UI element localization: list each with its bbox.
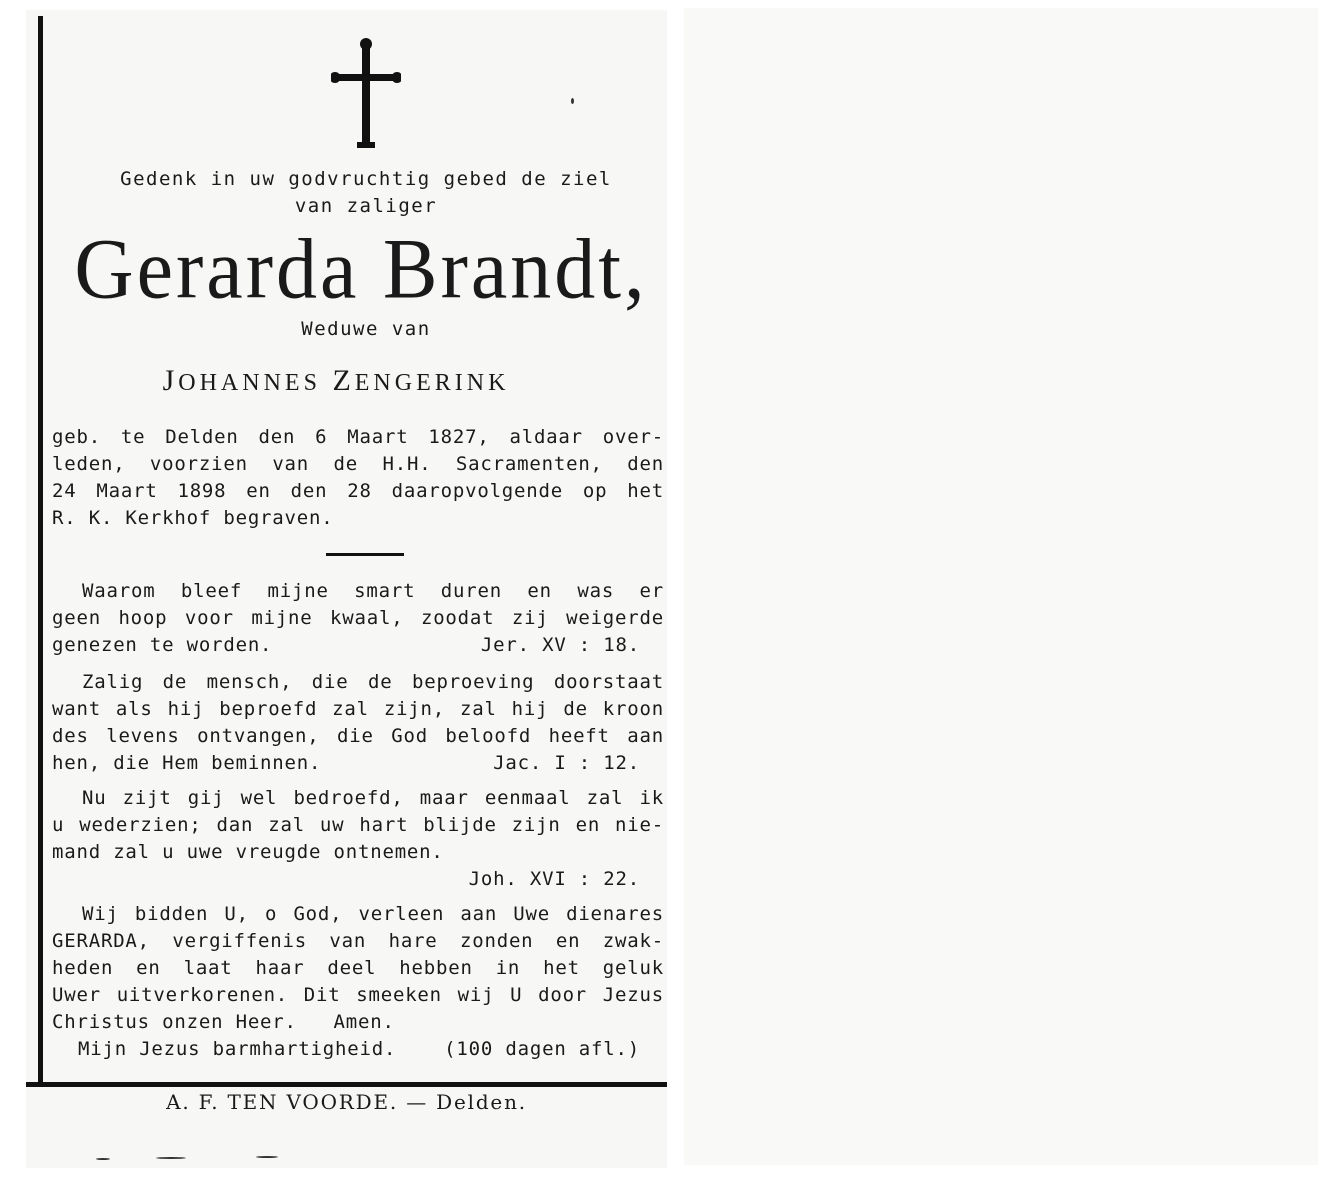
print-speck <box>571 98 574 104</box>
verse-line: geen hoop voor mijne kwaal, zoodat zij weigerde <box>52 607 664 629</box>
memorial-card-front <box>26 10 667 1168</box>
prayer-paragraph <box>52 901 664 1063</box>
husband-name <box>36 364 636 398</box>
print-speck <box>156 1157 186 1159</box>
intro-line-1: Gedenk in uw godvruchtig gebed de ziel <box>120 168 612 190</box>
verse-line: u wederzien; dan zal uw hart blijde zijn en nie- <box>52 814 664 836</box>
bottom-border-rule <box>26 1082 667 1087</box>
husband-initial-last: Z <box>332 364 355 397</box>
biography-line: R. K. Kerkhof begraven. <box>52 507 334 529</box>
cross-icon <box>331 36 401 150</box>
verse-jeremiah <box>52 578 664 659</box>
verse-line: genezen te worden. <box>52 634 273 656</box>
biography-line: geb. te Delden den 6 Maart 1827, aldaar over- <box>52 426 664 448</box>
print-speck <box>96 1158 110 1160</box>
verse-john <box>52 785 664 893</box>
left-border-rule <box>38 16 43 1086</box>
prayer-line: Wij bidden U, o God, verleen aan Uwe dienares <box>82 903 664 925</box>
prayer-line: GERARDA, vergiffenis van hare zonden en zwak- <box>52 930 664 952</box>
husband-last-name-rest: ENGERINK <box>354 370 510 396</box>
verse-line: mand zal u uwe vreugde ontnemen. <box>52 841 444 863</box>
verse-line: Nu zijt gij wel bedroefd, maar eenmaal zal ik <box>82 787 664 809</box>
section-divider <box>326 553 404 556</box>
verse-reference: Joh. XVI : 22. <box>468 868 640 890</box>
widow-label: Weduwe van <box>301 318 431 340</box>
verse-james <box>52 669 664 777</box>
verse-last-line <box>52 632 664 659</box>
biography-paragraph <box>52 424 664 532</box>
indulgence-text: Mijn Jezus barmhartigheid. <box>78 1038 397 1060</box>
indulgence-days: (100 dagen afl.) <box>444 1038 640 1060</box>
memorial-card-back <box>684 8 1318 1165</box>
verse-reference: Jac. I : 12. <box>493 752 640 774</box>
prayer-line: Christus onzen Heer. Amen. <box>52 1011 395 1033</box>
verse-line: Zalig de mensch, die de beproeving doorstaat <box>82 671 664 693</box>
printer-imprint: A. F. TEN VOORDE. — Delden. <box>166 1090 527 1114</box>
verse-line: des levens ontvangen, die God beloofd heeft aan <box>52 725 664 747</box>
print-speck <box>256 1156 278 1158</box>
verse-line: Waarom bleef mijne smart duren en was er <box>82 580 664 602</box>
verse-line: hen, die Hem beminnen. <box>52 752 322 774</box>
prayer-line: Uwer uitverkorenen. Dit smeeken wij U door Jezus <box>52 984 664 1006</box>
verse-last-line <box>52 750 664 777</box>
verse-reference: Jer. XV : 18. <box>480 634 640 656</box>
indulgence-line <box>52 1036 664 1063</box>
husband-first-name-rest: OHANNES <box>178 370 321 396</box>
intro-line-2: van zaliger <box>294 195 438 217</box>
verse-line: want als hij beproefd zal zijn, zal hij de kroon <box>52 698 664 720</box>
prayer-line: heden en laat haar deel hebben in het geluk <box>52 957 664 979</box>
deceased-name: Gerarda Brandt, <box>74 220 648 317</box>
biography-line: 24 Maart 1898 en den 28 daaropvolgende op het <box>52 480 664 502</box>
husband-initial-first: J <box>162 364 179 397</box>
biography-line: leden, voorzien van de H.H. Sacramenten, den <box>52 453 664 475</box>
